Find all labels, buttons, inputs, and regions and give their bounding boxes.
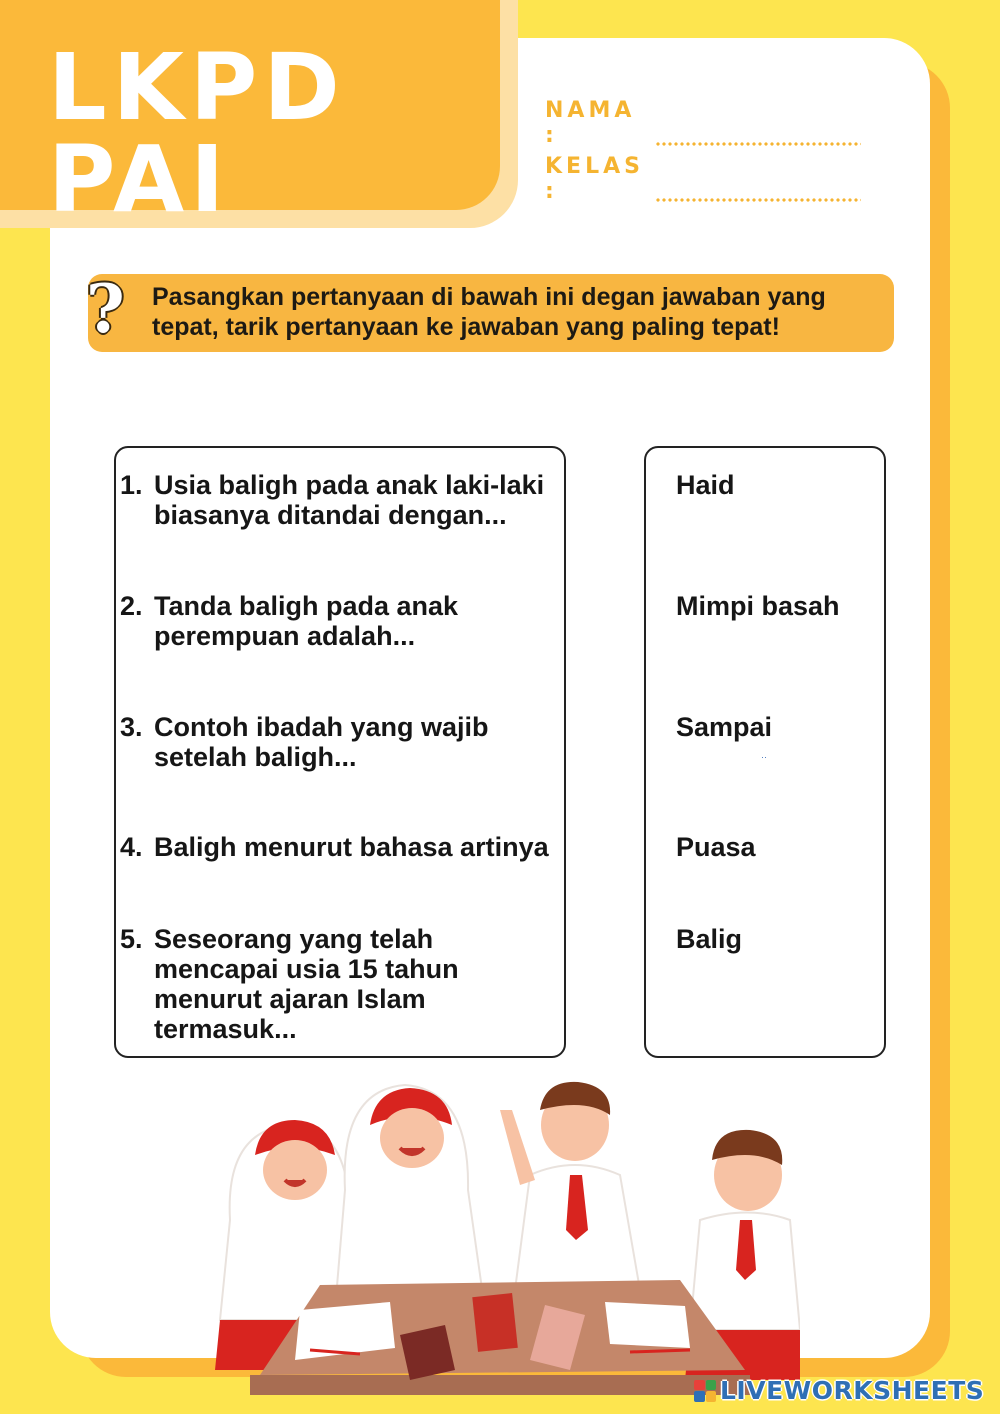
question-item[interactable] bbox=[120, 712, 564, 772]
students-illustration bbox=[200, 1070, 800, 1400]
class-field bbox=[545, 154, 861, 204]
brand-name: LIVEWORKSHEETS bbox=[720, 1376, 985, 1405]
question-text: Usia baligh pada anak laki-laki biasanya ditandai dengan... bbox=[154, 470, 545, 530]
classroom-table bbox=[250, 1280, 750, 1395]
question-number: 5. bbox=[120, 924, 143, 954]
answer-item[interactable]: Balig bbox=[676, 924, 743, 954]
answer-item[interactable]: Mimpi basah bbox=[676, 591, 840, 621]
question-item[interactable] bbox=[120, 470, 564, 530]
question-text: Contoh ibadah yang wajib setelah baligh... bbox=[154, 712, 489, 772]
liveworksheets-logo-icon bbox=[694, 1380, 716, 1402]
question-text: Tanda baligh pada anak perempuan adalah... bbox=[154, 591, 459, 651]
question-mark-icon: ? bbox=[86, 270, 125, 348]
question-text: Baligh menurut bahasa artinya bbox=[154, 832, 549, 862]
name-field bbox=[545, 98, 861, 148]
question-item[interactable] bbox=[120, 591, 564, 651]
page-title: LKPD PAI bbox=[48, 34, 346, 233]
instruction-text: Pasangkan pertanyaan di bawah ini degan jawaban yang tepat, tarik pertanyaan ke jawaban yang paling tepat! bbox=[152, 283, 826, 341]
answer-item[interactable]: Sampai bbox=[676, 712, 773, 742]
questions-box bbox=[114, 446, 566, 1058]
question-number: 2. bbox=[120, 591, 143, 621]
answer-item[interactable]: Puasa bbox=[676, 832, 756, 862]
stray-dots: ·· bbox=[761, 752, 767, 762]
class-label: KELAS : bbox=[545, 154, 644, 204]
question-number: 4. bbox=[120, 832, 143, 862]
question-item[interactable] bbox=[120, 924, 564, 1044]
instruction-banner bbox=[86, 270, 894, 352]
question-item[interactable] bbox=[120, 832, 564, 862]
liveworksheets-brand[interactable] bbox=[694, 1376, 984, 1405]
question-number: 3. bbox=[120, 712, 143, 742]
title-tab bbox=[0, 0, 500, 233]
name-label: NAMA : bbox=[545, 98, 636, 148]
question-text: Seseorang yang telah mencapai usia 15 tahun menurut ajaran Islam termasuk... bbox=[154, 924, 459, 1044]
name-blank-line[interactable] bbox=[655, 142, 861, 146]
class-blank-line[interactable] bbox=[655, 198, 861, 202]
question-number: 1. bbox=[120, 470, 143, 500]
answer-item[interactable]: Haid bbox=[676, 470, 735, 500]
